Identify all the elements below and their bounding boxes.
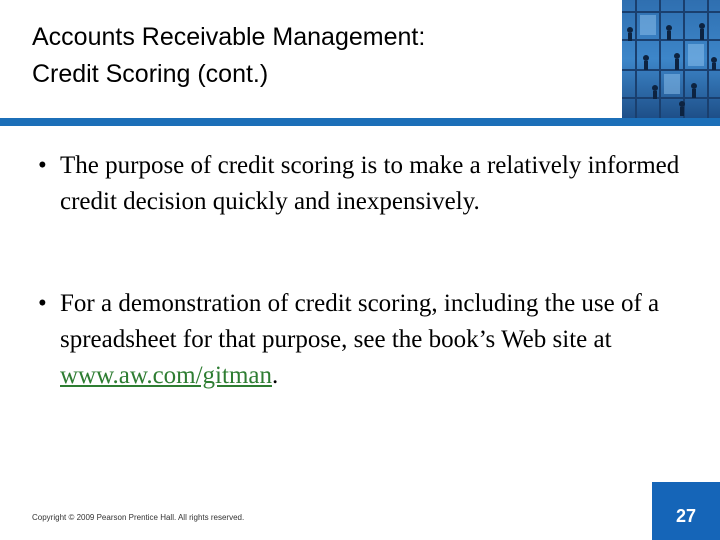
page-number-box (652, 482, 720, 540)
bullet-item (38, 286, 688, 394)
title-area (0, 0, 620, 118)
slide-title-line-1: Accounts Receivable Management: (32, 23, 426, 51)
copyright-notice: Copyright © 2009 Pearson Prentice Hall. All rights reserved. (32, 513, 245, 522)
website-link[interactable]: www.aw.com/gitman (60, 362, 272, 389)
bullet-item (38, 148, 688, 220)
page-number: 27 (675, 506, 697, 526)
bullet-marker: • (38, 290, 47, 317)
bullet-text-before-link: For a demonstration of credit scoring, including the use of a spreadsheet for that purpose, see the book’s Web site at (60, 290, 660, 353)
bullet-text: The purpose of credit scoring is to make a relatively informed credit decision quickly and inexpensively. (60, 152, 680, 215)
title-divider (0, 118, 720, 126)
slide-title-line-2: Credit Scoring (cont.) (32, 60, 269, 88)
bullet-text-after-link: . (272, 362, 279, 389)
bullet-text (60, 286, 688, 394)
header-photo (622, 0, 720, 118)
bullet-marker: • (38, 152, 47, 179)
